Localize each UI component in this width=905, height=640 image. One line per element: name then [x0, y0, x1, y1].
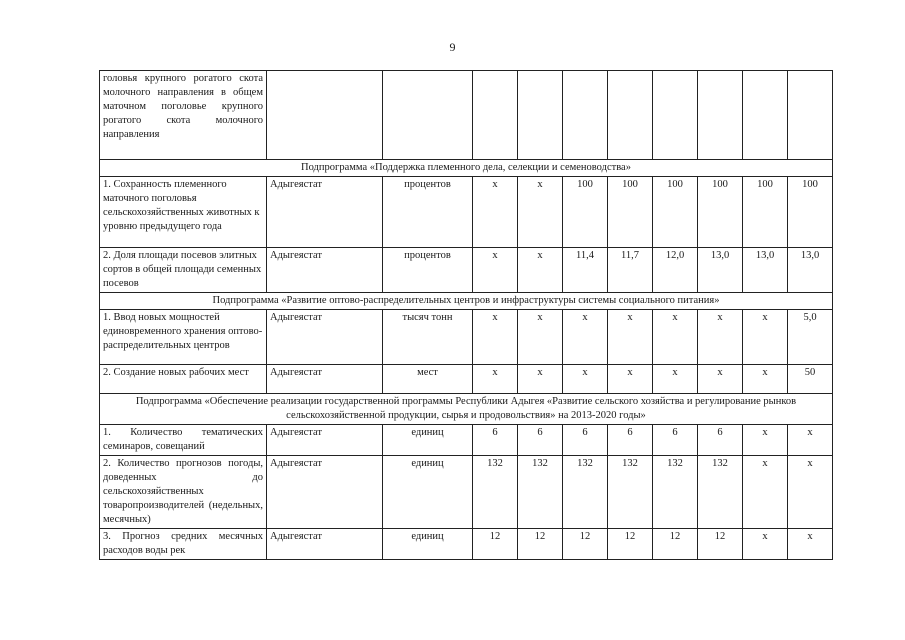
value-cell: х — [743, 310, 788, 365]
value-cell: х — [518, 177, 563, 248]
value-cell: х — [788, 529, 833, 560]
value-cell: 132 — [563, 456, 608, 529]
value-cell: 6 — [608, 425, 653, 456]
value-cell: х — [743, 456, 788, 529]
indicator-cell: 2. Создание новых рабочих мест — [100, 365, 267, 394]
value-cell: х — [608, 310, 653, 365]
unit-cell: единиц — [383, 456, 473, 529]
value-cell — [653, 71, 698, 160]
value-cell: 100 — [743, 177, 788, 248]
subprogram-header-row — [100, 293, 833, 310]
value-cell: 11,4 — [563, 248, 608, 293]
value-cell: 12 — [473, 529, 518, 560]
unit-cell: единиц — [383, 529, 473, 560]
value-cell: 132 — [653, 456, 698, 529]
value-cell: 6 — [653, 425, 698, 456]
value-cell: х — [473, 248, 518, 293]
value-cell: 132 — [518, 456, 563, 529]
value-cell: х — [743, 365, 788, 394]
unit-cell: единиц — [383, 425, 473, 456]
source-cell: Адыгеястат — [267, 425, 383, 456]
value-cell: х — [653, 310, 698, 365]
value-cell: 100 — [563, 177, 608, 248]
table-row-continuation — [100, 71, 833, 160]
value-cell: 12 — [698, 529, 743, 560]
value-cell: 6 — [563, 425, 608, 456]
value-cell: 6 — [473, 425, 518, 456]
value-cell: х — [473, 310, 518, 365]
value-cell — [563, 71, 608, 160]
value-cell: х — [518, 365, 563, 394]
value-cell: 100 — [653, 177, 698, 248]
value-cell: х — [518, 310, 563, 365]
source-cell: Адыгеястат — [267, 248, 383, 293]
table-row — [100, 177, 833, 248]
indicator-cell: 2. Доля площади посевов элитных сортов в общей площади семенных посевов — [100, 248, 267, 293]
value-cell: 12 — [608, 529, 653, 560]
value-cell: 132 — [698, 456, 743, 529]
value-cell: 11,7 — [608, 248, 653, 293]
source-cell: Адыгеястат — [267, 177, 383, 248]
value-cell: 12 — [518, 529, 563, 560]
value-cell: х — [698, 365, 743, 394]
table-row — [100, 456, 833, 529]
value-cell: 6 — [698, 425, 743, 456]
value-cell: х — [788, 456, 833, 529]
value-cell: х — [743, 425, 788, 456]
source-cell: Адыгеястат — [267, 456, 383, 529]
value-cell: 100 — [788, 177, 833, 248]
value-cell — [698, 71, 743, 160]
value-cell: х — [698, 310, 743, 365]
table-row — [100, 310, 833, 365]
value-cell: 132 — [473, 456, 518, 529]
indicator-cell: головья крупного рогатого скота молочного направления в общем маточном поголовье крупного рогатого скота молочного направления — [100, 71, 267, 160]
value-cell: х — [518, 248, 563, 293]
unit-cell — [383, 71, 473, 160]
value-cell: х — [788, 425, 833, 456]
value-cell: х — [608, 365, 653, 394]
table-row — [100, 365, 833, 394]
indicator-cell: 1. Сохранность племенного маточного поголовья сельскохозяйственных животных к уровню предыдущего года — [100, 177, 267, 248]
table-row — [100, 529, 833, 560]
page-number: 9 — [449, 40, 456, 54]
value-cell: 100 — [608, 177, 653, 248]
value-cell — [608, 71, 653, 160]
table-row — [100, 248, 833, 293]
value-cell: х — [563, 310, 608, 365]
value-cell: 13,0 — [788, 248, 833, 293]
value-cell: х — [653, 365, 698, 394]
unit-cell: процентов — [383, 248, 473, 293]
source-cell: Адыгеястат — [267, 529, 383, 560]
indicator-cell: 2. Количество прогнозов погоды, доведенных до сельскохозяйственных товаропроизводителей (недельных, месячных) — [100, 456, 267, 529]
source-cell: Адыгеястат — [267, 365, 383, 394]
subprogram-title: Подпрограмма «Поддержка племенного дела, селекции и семеноводства» — [100, 160, 833, 177]
value-cell — [788, 71, 833, 160]
value-cell: х — [563, 365, 608, 394]
value-cell: х — [473, 365, 518, 394]
indicator-cell: 1. Количество тематических семинаров, совещаний — [100, 425, 267, 456]
unit-cell: процентов — [383, 177, 473, 248]
value-cell: х — [473, 177, 518, 248]
indicator-cell: 1. Ввод новых мощностей единовременного хранения оптово-распределительных центров — [100, 310, 267, 365]
value-cell: 100 — [698, 177, 743, 248]
subprogram-header-row — [100, 160, 833, 177]
value-cell: 13,0 — [743, 248, 788, 293]
value-cell: 12,0 — [653, 248, 698, 293]
value-cell — [518, 71, 563, 160]
source-cell: Адыгеястат — [267, 310, 383, 365]
value-cell — [473, 71, 518, 160]
subprogram-title: Подпрограмма «Развитие оптово-распределительных центров и инфраструктуры системы социального питания» — [100, 293, 833, 310]
value-cell: 12 — [653, 529, 698, 560]
value-cell: 6 — [518, 425, 563, 456]
value-cell: 5,0 — [788, 310, 833, 365]
source-cell — [267, 71, 383, 160]
subprogram-title: Подпрограмма «Обеспечение реализации государственной программы Республики Адыгея «Развитие сельского хозяйства и регулирование рынков сельскохозяйственной продукции, сырья и продовольствия» на 2013-2020 годы» — [100, 394, 833, 425]
value-cell — [743, 71, 788, 160]
value-cell: 13,0 — [698, 248, 743, 293]
value-cell: 12 — [563, 529, 608, 560]
unit-cell: мест — [383, 365, 473, 394]
unit-cell: тысяч тонн — [383, 310, 473, 365]
value-cell: 132 — [608, 456, 653, 529]
value-cell: х — [743, 529, 788, 560]
value-cell: 50 — [788, 365, 833, 394]
indicator-cell: 3. Прогноз средних месячных расходов воды рек — [100, 529, 267, 560]
table-row — [100, 425, 833, 456]
indicators-table — [99, 70, 833, 560]
subprogram-header-row — [100, 394, 833, 425]
